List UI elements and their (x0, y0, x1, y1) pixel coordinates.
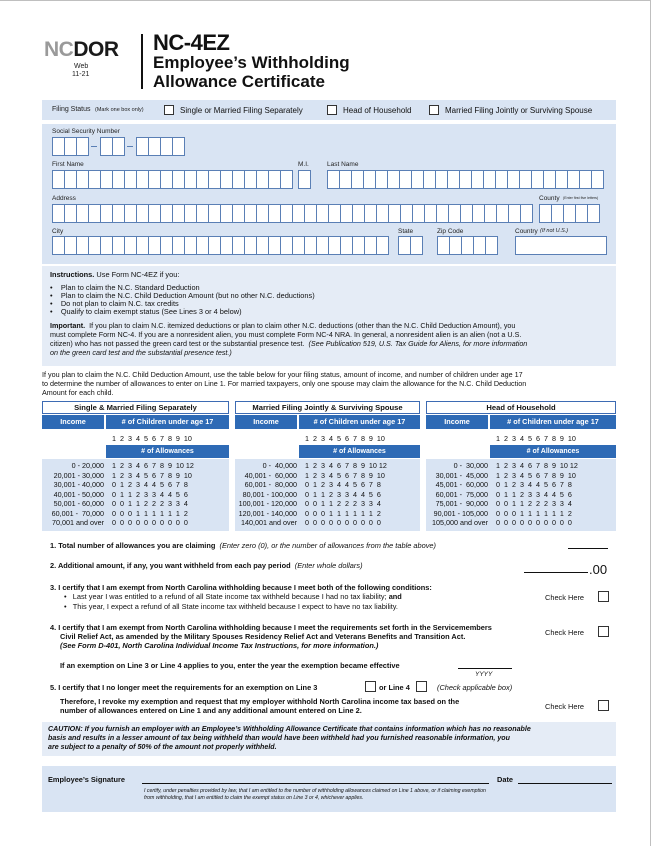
allowance-values: 0 0 0 1 1 1 1 1 1 2 (496, 508, 572, 518)
allowance-values: 0 0 0 1 1 1 1 1 1 2 (112, 508, 188, 518)
ssn-label: Social Security Number (52, 128, 120, 135)
certification-line2: from withholding, that I am entitled to claim the exempt status on Line 3 or 4, whichever applies. (144, 795, 364, 801)
allowance-values: 0 1 1 2 3 3 4 4 5 6 (112, 489, 188, 499)
allowance-values: 1 2 3 4 5 6 7 8 9 10 (496, 470, 576, 480)
line4-text3: (See Form D-401, North Carolina Individual Income Tax Instructions, for more information.) (60, 641, 379, 650)
line1-text: 1. Total number of allowances you are claiming (Enter zero (0), or the number of allowances from the table above) (50, 541, 436, 550)
filing-status-label: Filing Status (52, 106, 91, 113)
filing-status-single-label: Single or Married Filing Separately (180, 106, 303, 115)
ssn-separator (127, 146, 133, 147)
income-bracket: 40,001 - 60,000 (244, 470, 297, 480)
table-income-header: Income (235, 415, 297, 429)
line2-text: 2. Additional amount, if any, you want withheld from each pay period (Enter whole dollars) (50, 561, 363, 570)
instruction-bullet: • Plan to claim the N.C. Child Deduction Amount (but no other N.C. deductions) (50, 291, 315, 300)
child-intro-line2: to determine the number of allowances to enter on Line 1. For married taxpayers, only one spouse may claim the allowance for the N.C. Child Deduction (42, 379, 527, 388)
caution-line2: basis and results in a lesser amount of tax being withheld than would have been withheld had you furnished reasonable information, you (48, 734, 510, 742)
income-bracket: 30,001 - 45,000 (435, 470, 488, 480)
first-name-label: First Name (52, 161, 84, 168)
allowance-values: 0 0 1 1 2 2 2 3 3 4 (112, 499, 188, 508)
line1-input[interactable] (568, 548, 608, 549)
input-cell[interactable] (410, 236, 423, 255)
filing-status-hoh-label: Head of Household (343, 106, 412, 115)
line4-text1: 4. I certify that I am exempt from North Carolina withholding because I meet the requirements set forth in the Servicemembers (50, 623, 492, 632)
form-title-line2: Allowance Certificate (153, 72, 325, 91)
income-bracket: 0 - 30,000 (453, 461, 488, 470)
line5-checkbox[interactable] (598, 700, 609, 711)
line3-bullet1: • Last year I was entitled to a refund of all State income tax withheld because I had no tax liability; and (64, 592, 402, 601)
line3-check-label: Check Here (545, 593, 585, 602)
instruction-bullet: • Plan to claim the N.C. Standard Deduction (50, 283, 200, 292)
line5-check-note: (Check applicable box) (437, 683, 513, 692)
county-note: (Enter first five letters) (563, 196, 599, 200)
allowance-values: 0 1 2 3 4 4 5 6 7 8 (112, 480, 188, 489)
line5-text: 5. I certify that I no longer meet the requirements for an exemption on Line 3 (50, 683, 318, 692)
input-cell[interactable] (298, 170, 311, 189)
line2-input[interactable] (524, 572, 588, 573)
allowance-values: 0 0 0 1 1 1 1 1 1 2 (305, 508, 381, 518)
income-bracket: 30,001 - 40,000 (53, 480, 104, 489)
income-bracket: 120,001 - 140,000 (238, 508, 297, 518)
line3-text: 3. I certify that I am exempt from North Carolina withholding because I meet both of the following conditions: (50, 583, 432, 592)
table-children-header: # of Children under age 17 (490, 415, 616, 429)
input-cell[interactable] (112, 137, 125, 156)
allowance-values: 0 1 2 3 4 4 5 6 7 8 (496, 480, 572, 489)
income-bracket: 80,001 - 100,000 (242, 489, 297, 499)
allowance-values: 1 2 3 4 6 7 8 9 10 12 (496, 461, 578, 470)
personal-info-panel (42, 124, 616, 264)
table-allowances-header: # of Allowances (490, 445, 616, 458)
line5-text2: Therefore, I revoke my exemption and request that my employer withhold North Carolina income tax based on the (60, 697, 460, 706)
exempt-year-input[interactable] (458, 668, 512, 669)
allowance-values: 0 1 1 2 3 3 4 4 5 6 (496, 489, 572, 499)
input-cell[interactable] (172, 137, 185, 156)
children-count-row: 1 2 3 4 5 6 7 8 9 10 (496, 434, 576, 443)
caution-line3: are subject to a penalty of 50% of the amount not properly withheld. (48, 743, 277, 751)
line3-checkbox[interactable] (598, 591, 609, 602)
line5-line4-checkbox[interactable] (416, 681, 427, 692)
signature-panel (42, 766, 616, 812)
table-income-header: Income (42, 415, 104, 429)
form-title-line1: Employee’s Withholding (153, 53, 350, 72)
instruction-bullet: • Do not plan to claim N.C. tax credits (50, 299, 179, 308)
input-cell[interactable] (485, 236, 498, 255)
line4-checkbox[interactable] (598, 626, 609, 637)
child-intro-line3: Amount for each child. (42, 388, 114, 397)
line5-or-line4: or Line 4 (379, 683, 410, 692)
allowance-values: 0 0 0 0 0 0 0 0 0 0 (112, 518, 188, 527)
table-allowances-header: # of Allowances (106, 445, 229, 458)
address-label: Address (52, 195, 76, 202)
allowance-values: 0 0 1 1 2 2 2 3 3 4 (496, 499, 572, 508)
exempt-year-text: If an exemption on Line 3 or Line 4 applies to you, enter the year the exemption became effective (60, 661, 400, 670)
income-bracket: 0 - 40,000 (262, 461, 297, 470)
date-input[interactable] (518, 783, 612, 784)
table-children-header: # of Children under age 17 (299, 415, 420, 429)
signature-input[interactable] (142, 783, 489, 784)
allowance-values: 1 2 3 4 6 7 8 9 10 12 (112, 461, 194, 470)
allowance-values: 0 0 0 0 0 0 0 0 0 0 (305, 518, 381, 527)
income-bracket: 50,001 - 60,000 (53, 499, 104, 508)
income-bracket: 75,001 - 90,000 (435, 499, 488, 508)
line4-check-label: Check Here (545, 628, 585, 637)
table-title: Single & Married Filing Separately (42, 401, 229, 414)
important-line2: must complete Form NC-4. If you are a nonresident alien, you must complete Form NC-4 NRA. In general, a nonresident alien is an alien (not a U.S. (50, 330, 522, 339)
allowance-values: 0 1 1 2 3 3 4 4 5 6 (305, 489, 381, 499)
ncdor-logo: NCDOR (44, 38, 119, 61)
signature-label: Employee’s Signature (48, 775, 125, 784)
input-cell[interactable] (520, 204, 533, 223)
table-income-header: Income (426, 415, 488, 429)
allowance-values: 1 2 3 4 5 6 7 8 9 10 (305, 470, 385, 480)
child-intro-line1: If you plan to claim the N.C. Child Deduction Amount, use the table below for your filing status, amount of income, and number of children under age 17 (42, 370, 523, 379)
page-border-top (0, 0, 651, 1)
input-cell[interactable] (376, 236, 389, 255)
income-bracket: 60,001 - 80,000 (244, 480, 297, 489)
allowance-values: 0 0 1 1 2 2 2 3 3 4 (305, 499, 381, 508)
caution-panel (42, 722, 616, 756)
income-bracket: 100,001 - 120,000 (238, 499, 297, 508)
line5-check-label: Check Here (545, 702, 585, 711)
instructions-intro: Instructions. Use Form NC-4EZ if you: (50, 270, 180, 279)
children-count-row: 1 2 3 4 5 6 7 8 9 10 (305, 434, 385, 443)
filing-status-mfj-label: Married Filing Jointly or Surviving Spouse (445, 106, 593, 115)
mi-label: M.I. (298, 161, 309, 168)
filing-status-single-checkbox[interactable] (164, 105, 174, 115)
ssn-separator (91, 146, 97, 147)
children-count-row: 1 2 3 4 5 6 7 8 9 10 (112, 434, 192, 443)
important-line3: citizen) who has not passed the green card test or the substantial presence test. (See Publication 519, U.S. Tax Guide for Aliens, for more information (50, 339, 528, 348)
line2-cents: .00 (589, 562, 608, 577)
income-bracket: 45,001 - 60,000 (435, 480, 488, 489)
table-title: Head of Household (426, 401, 616, 414)
income-bracket: 105,000 and over (432, 518, 488, 527)
instructions-panel (42, 266, 616, 366)
income-bracket: 70,001 and over (52, 518, 104, 527)
web-label: Web (74, 63, 89, 70)
certification-line1: I certify, under penalties provided by law, that I am entitled to the number of withholding allowances claimed on Line 1 above, or if claiming exemption (144, 788, 486, 794)
allowance-values: 1 2 3 4 5 6 7 8 9 10 (112, 470, 192, 480)
important-line1: Important. If you plan to claim N.C. itemized deductions or plan to claim other N.C. deductions (other than the N.C. Child Deduction Amount), you (50, 321, 516, 330)
line3-bullet2: • This year, I expect a refund of all State income tax withheld because I expect to have no tax liability. (64, 602, 398, 611)
important-line4: on the green card test and the substantial presence test.) (50, 348, 232, 357)
country-input[interactable] (515, 236, 607, 255)
filing-status-mfj-checkbox[interactable] (429, 105, 439, 115)
income-bracket: 140,001 and over (241, 518, 297, 527)
income-bracket: 20,001 - 30,000 (53, 470, 104, 480)
income-bracket: 90,001 - 105,000 (433, 508, 488, 518)
income-bracket: 60,001 - 70,000 (51, 508, 104, 518)
filing-status-note: (Mark one box only) (95, 107, 144, 113)
filing-status-hoh-checkbox[interactable] (327, 105, 337, 115)
form-number: NC-4EZ (153, 30, 230, 55)
revision-date: 11-21 (72, 71, 90, 78)
county-label: County (539, 195, 560, 202)
input-cell[interactable] (280, 170, 293, 189)
line5-text3: number of allowances entered on Line 1 and any additional amount entered on Line 2. (60, 706, 362, 715)
country-label: Country (515, 228, 538, 235)
zip-label: Zip Code (437, 228, 464, 235)
state-label: State (398, 228, 414, 235)
line5-line3-checkbox[interactable] (365, 681, 376, 692)
caution-line1: CAUTION: If you furnish an employer with an Employee’s Withholding Allowance Certificate that contains information which has no reasonable (48, 725, 531, 733)
allowance-values: 0 0 0 0 0 0 0 0 0 0 (496, 518, 572, 527)
input-cell[interactable] (591, 170, 604, 189)
income-bracket: 60,001 - 75,000 (435, 489, 488, 499)
filing-status-panel (42, 100, 616, 120)
instruction-bullet: • Qualify to claim exempt status (See Lines 3 or 4 below) (50, 307, 242, 316)
city-label: City (52, 228, 64, 235)
allowance-values: 1 2 3 4 6 7 8 9 10 12 (305, 461, 387, 470)
allowance-values: 0 1 2 3 4 4 5 6 7 8 (305, 480, 381, 489)
date-label: Date (497, 775, 514, 784)
input-cell[interactable] (76, 137, 89, 156)
input-cell[interactable] (587, 204, 600, 223)
table-allowances-header: # of Allowances (299, 445, 420, 458)
income-bracket: 0 - 20,000 (71, 461, 104, 470)
yyyy-label: YYYY (475, 671, 493, 678)
table-title: Married Filing Jointly & Surviving Spouse (235, 401, 420, 414)
country-note: (If not U.S.) (540, 228, 569, 234)
header-divider (141, 34, 143, 89)
income-bracket: 40,001 - 50,000 (53, 489, 104, 499)
table-children-header: # of Children under age 17 (106, 415, 229, 429)
last-name-label: Last Name (327, 161, 359, 168)
line4-text2: Civil Relief Act, as amended by the Military Spouses Residency Relief Act and Veterans Benefits and Transition Act. (60, 632, 466, 641)
